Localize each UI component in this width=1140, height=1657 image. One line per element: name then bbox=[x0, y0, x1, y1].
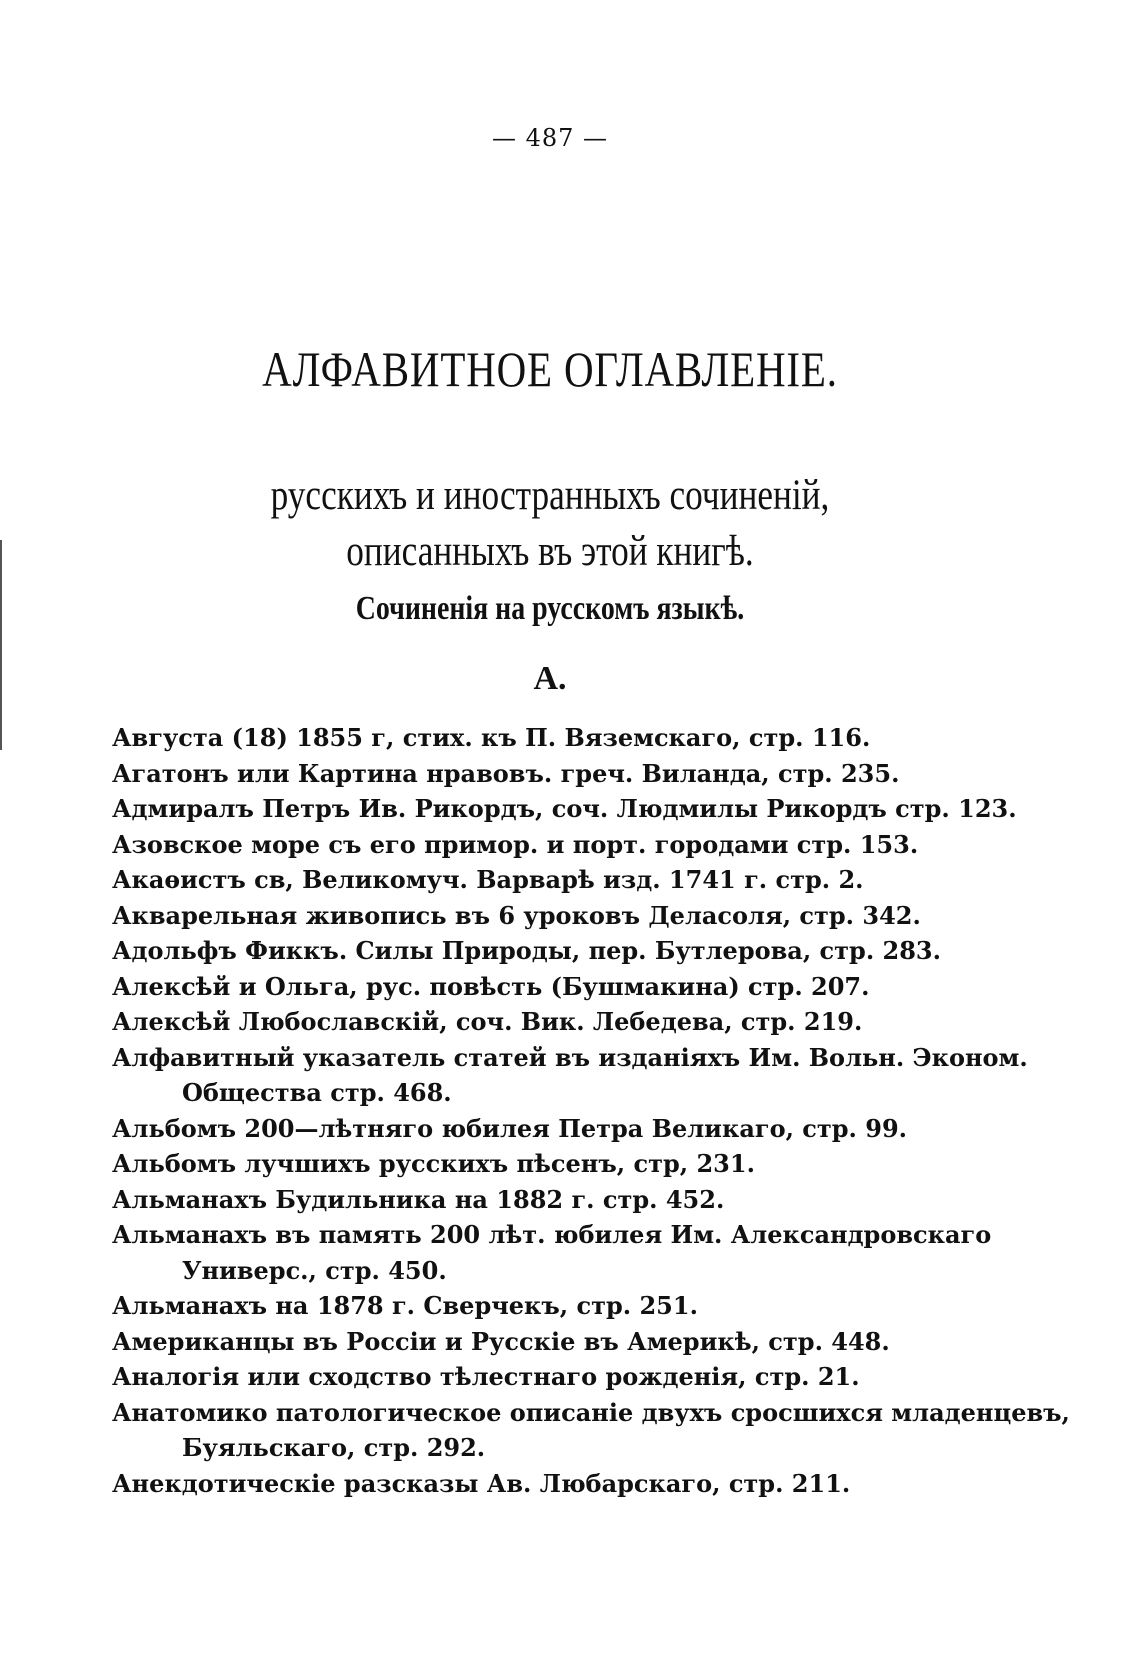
index-entry bbox=[112, 1040, 1028, 1111]
entry-text: Августа (18) 1855 г, стих. къ П. Вяземскаго, стр. 116. bbox=[112, 723, 871, 752]
letter-heading: А. bbox=[533, 660, 567, 697]
entry-text: Алексѣй и Ольга, рус. повѣсть (Бушмакина) стр. 207. bbox=[112, 971, 870, 1001]
entry-text: Анатомико патологическое описаніе двухъ сросшихся младенцевъ, bbox=[112, 1397, 1070, 1427]
index-entry bbox=[112, 933, 992, 969]
index-entry bbox=[112, 862, 992, 898]
index-entry bbox=[112, 1324, 992, 1360]
index-entry bbox=[112, 969, 992, 1005]
entry-text: Алфавитный указатель статей въ изданіяхъ Им. Вольн. Эконом. bbox=[112, 1042, 1028, 1072]
subtitle-line-2: описанныхъ въ этой книгѣ. bbox=[346, 528, 754, 575]
entry-text: Агатонъ или Картина нравовъ. греч. Виланда, стр. 235. bbox=[112, 758, 900, 788]
index-entry bbox=[112, 1217, 992, 1288]
index-entry bbox=[112, 1004, 992, 1040]
index-entry bbox=[112, 1111, 992, 1147]
page-title: АЛФАВИТНОЕ ОГЛАВЛЕНІЕ. bbox=[262, 341, 838, 397]
entry-text: Адмиралъ Петръ Ив. Рикордъ, соч. Людмилы Рикордъ стр. 123. bbox=[112, 794, 1017, 823]
index-entry bbox=[112, 1359, 992, 1395]
index-entry bbox=[112, 720, 992, 756]
entry-text: Альбомъ 200—лѣтняго юбилея Петра Великаго, стр. 99. bbox=[112, 1113, 908, 1143]
entry-text: Анекдотическіе разсказы Ав. Любарскаго, стр. 211. bbox=[112, 1468, 851, 1498]
entry-text: Альманахъ Будильника на 1882 г. стр. 452. bbox=[112, 1184, 725, 1214]
index-entry bbox=[112, 791, 1017, 827]
subtitle bbox=[99, 468, 1001, 580]
entry-text-continuation: Универс., стр. 450. bbox=[182, 1255, 447, 1285]
page-number: — 487 — bbox=[491, 124, 609, 152]
entry-text: Акварельная живопись въ 6 уроковъ Деласоля, стр. 342. bbox=[112, 900, 921, 930]
subtitle-line-1: русскихъ и иностранныхъ сочиненій, bbox=[270, 472, 830, 519]
entry-text-continuation: Буяльскаго, стр. 292. bbox=[182, 1433, 486, 1462]
index-entry bbox=[112, 1288, 992, 1324]
entry-text: Азовское море съ его примор. и порт. городами стр. 153. bbox=[112, 829, 919, 859]
index-entry bbox=[112, 1182, 992, 1218]
section-heading: Сочиненія на русскомъ языкѣ. bbox=[355, 590, 745, 627]
index-entry bbox=[112, 898, 992, 934]
entry-text: Альбомъ лучшихъ русскихъ пѣсенъ, стр, 231. bbox=[112, 1149, 755, 1178]
entry-text: Алексѣй Любославскій, соч. Вик. Лебедева, стр. 219. bbox=[112, 1007, 863, 1036]
entry-text: Адольфъ Фиккъ. Силы Природы, пер. Бутлерова, стр. 283. bbox=[112, 936, 941, 965]
entry-text-continuation: Общества стр. 468. bbox=[182, 1078, 452, 1107]
entry-text: Аналогія или сходство тѣлестнаго рожденія, стр. 21. bbox=[112, 1362, 860, 1391]
index-entry bbox=[112, 1395, 1070, 1466]
page-edge-mark bbox=[0, 540, 2, 750]
index-entries bbox=[112, 720, 1070, 1501]
index-entry bbox=[112, 1146, 992, 1182]
entry-text: Альманахъ на 1878 г. Сверчекъ, стр. 251. bbox=[112, 1291, 698, 1320]
index-entry bbox=[112, 756, 992, 792]
index-entry bbox=[112, 1466, 992, 1502]
index-entry bbox=[112, 827, 992, 863]
entry-text: Акаѳистъ св, Великомуч. Варварѣ изд. 1741 г. стр. 2. bbox=[112, 865, 864, 894]
entry-text: Альманахъ въ память 200 лѣт. юбилея Им. Александровскаго bbox=[112, 1220, 992, 1249]
entry-text: Американцы въ Россіи и Русскіе въ Америкѣ, стр. 448. bbox=[112, 1326, 890, 1356]
